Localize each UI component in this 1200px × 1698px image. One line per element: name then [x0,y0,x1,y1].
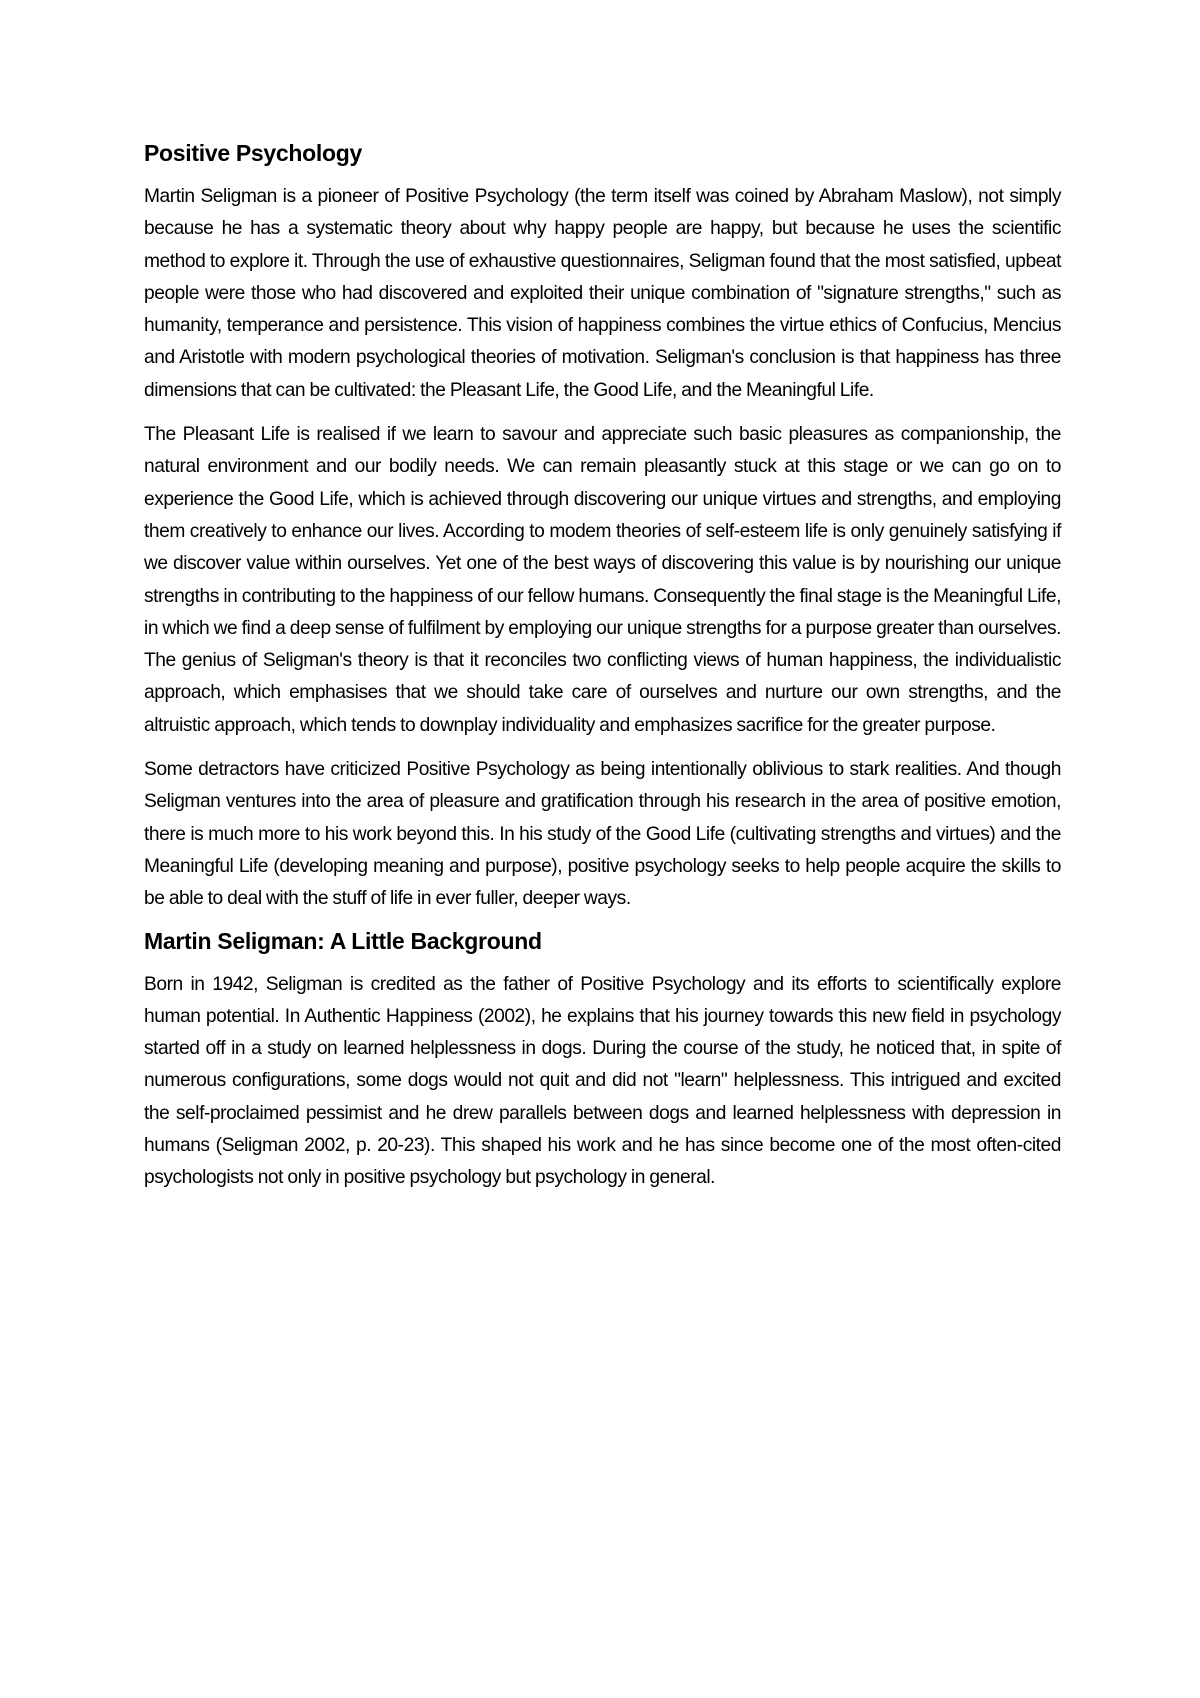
document-page [144,140,1061,1207]
paragraph-detractors: Some detractors have criticized Positive Psychology as being intentionally oblivious to stark realities. And though Seligman ventures into the area of pleasure and gratification through his research in the area of positive emotion, there is much more to his work beyond this. In his study of the Good Life (cultivating strengths and virtues) and the Meaningful Life (developing meaning and purpose), positive psychology seeks to help people acquire the skills to be able to deal with the stuff of life in ever fuller, deeper ways. [144,759,1061,910]
heading-positive-psychology: Positive Psychology [144,140,362,166]
paragraph-intro: Martin Seligman is a pioneer of Positive Psychology (the term itself was coined by Abraham Maslow), not simply because he has a systematic theory about why happy people are happy, but because he uses the scientific method to explore it. Through the use of exhaustive questionnaires, Seligman found that the most satisfied, upbeat people were those who had discovered and exploited their unique combination of "signature strengths," such as humanity, temperance and persistence. This vision of happiness combines the virtue ethics of Confucius, Mencius and Aristotle with modern psychological theories of motivation. Seligman's conclusion is that happiness has three dimensions that can be cultivated: the Pleasant Life, the Good Life, and the Meaningful Life. [144,186,1061,401]
paragraph-pleasant-life: The Pleasant Life is realised if we learn to savour and appreciate such basic pleasures as companionship, the natural environment and our bodily needs. We can remain pleasantly stuck at this stage or we can go on to experience the Good Life, which is achieved through discovering our unique virtues and strengths, and employing them creatively to enhance our lives. According to modem theories of self-esteem life is only genuinely satisfying if we discover value within ourselves. Yet one of the best ways of discovering this value is by nourishing our unique strengths in contributing to the happiness of our fellow humans. Consequently the final stage is the Meaningful Life, in which we find a deep sense of fulfilment by employing our unique strengths for a purpose greater than ourselves. The genius of Seligman's theory is that it reconciles two conflicting views of human happiness, the individualistic approach, which emphasises that we should take care of ourselves and nurture our own strengths, and the altruistic approach, which tends to downplay individuality and emphasizes sacrifice for the greater purpose. [144,424,1061,736]
paragraph-background: Born in 1942, Seligman is credited as the father of Positive Psychology and its efforts to scientifically explore human potential. In Authentic Happiness (2002), he explains that his journey towards this new field in psychology started off in a study on learned helplessness in dogs. During the course of the study, he noticed that, in spite of numerous configurations, some dogs would not quit and did not "learn" helplessness. This intrigued and excited the self-proclaimed pessimist and he drew parallels between dogs and learned helplessness with depression in humans (Seligman 2002, p. 20-23). This shaped his work and he has since become one of the most often-cited psychologists not only in positive psychology but psychology in general. [144,973,1061,1189]
heading-background: Martin Seligman: A Little Background [144,927,542,954]
